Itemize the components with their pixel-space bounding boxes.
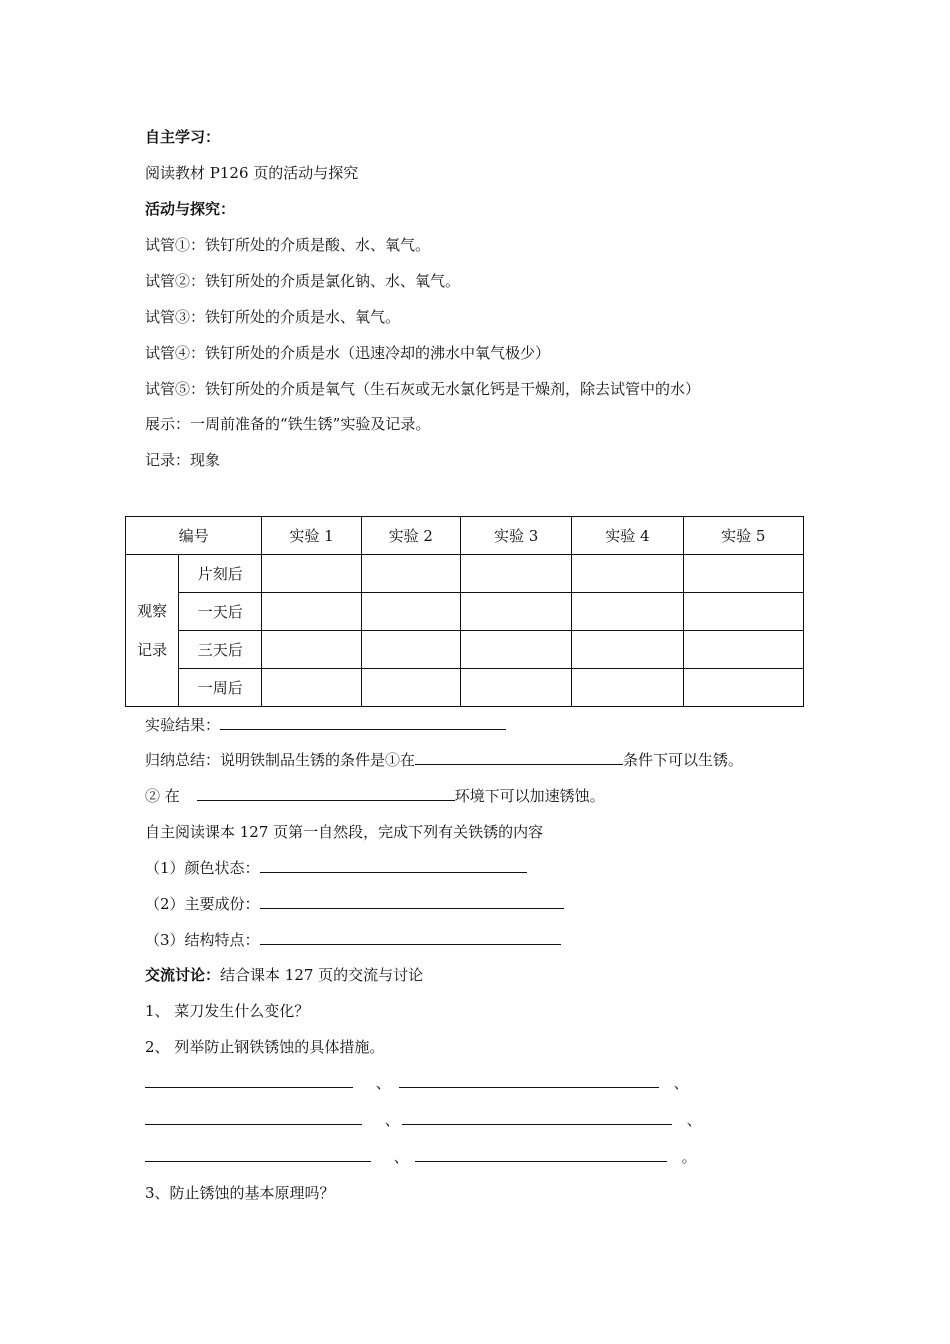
activity-heading: 活动与探究： [145,200,236,218]
measure-blank[interactable] [399,1073,659,1088]
display-note: 展示：一周前准备的“铁生锈”实验及记录。 [145,415,431,433]
result-label: 实验结果： [145,716,221,734]
discussion-heading: 交流讨论： [145,966,221,984]
period: 。 [681,1148,697,1166]
tube-4: 试管④：铁钉所处的介质是水（迅速冷却的沸水中氧气极少） [145,344,551,362]
summary-line2-suffix: 环境下可以加速锈蚀。 [454,787,605,805]
rust-item-label: （3）结构特点： [145,931,260,949]
measures-row-3 [145,1147,697,1167]
table-row [126,593,804,631]
table-cell [262,631,361,669]
measure-blank[interactable] [145,1110,362,1125]
table-row [126,555,804,593]
header-cell: 实验 4 [572,517,683,555]
table-cell [262,669,361,707]
row-label: 一天后 [179,593,262,631]
discussion-line [145,965,423,985]
separator: 、 [384,1111,400,1129]
result-blank[interactable] [220,715,506,730]
self-study-heading: 自主学习： [145,128,221,146]
group-label-line: 观察 [137,601,168,620]
record-label: 记录：现象 [145,451,221,469]
question-2: 2、 列举防止钢铁锈蚀的具体措施。 [145,1038,385,1056]
color-state-blank[interactable] [260,858,527,873]
table-cell [572,555,683,593]
question-3: 3、防止锈蚀的基本原理吗？ [145,1184,335,1202]
measure-blank[interactable] [145,1073,353,1088]
row-label: 一周后 [179,669,262,707]
tube-1: 试管①：铁钉所处的介质是酸、水、氧气。 [145,236,431,254]
table-cell [460,669,571,707]
measures-row-1 [145,1073,689,1093]
table-cell [683,555,803,593]
table-cell [683,593,803,631]
result-line [145,715,506,735]
table-cell [572,669,683,707]
table-cell [361,631,460,669]
row-label: 片刻后 [179,555,262,593]
measure-blank[interactable] [145,1147,371,1162]
tube-5: 试管⑤：铁钉所处的介质是氧气（生石灰或无水氯化钙是干燥剂，除去试管中的水） [145,380,701,398]
table-cell [460,555,571,593]
table-header-row [126,517,804,555]
header-cell: 实验 1 [262,517,361,555]
table-cell [572,631,683,669]
rust-item-label: （2）主要成份： [145,895,260,913]
measure-blank[interactable] [415,1147,667,1162]
summary-line2-prefix: ② 在 [145,787,180,805]
reading-instruction: 阅读教材 P126 页的活动与探究 [145,164,359,182]
table-cell [361,669,460,707]
separator: 、 [393,1148,409,1166]
table-cell [683,631,803,669]
header-cell: 实验 3 [460,517,571,555]
discussion-text: 结合课本 127 页的交流与讨论 [220,966,424,984]
table-cell [361,593,460,631]
group-label-cell [126,555,179,707]
table-cell [262,555,361,593]
measure-blank[interactable] [402,1110,672,1125]
separator: 、 [686,1111,702,1129]
condition-blank-1[interactable] [415,750,623,765]
observation-table [125,516,804,707]
condition-blank-2[interactable] [197,786,455,801]
table-cell [361,555,460,593]
summary-suffix: 条件下可以生锈。 [623,751,744,769]
group-label-line: 记录 [137,640,168,659]
tube-3: 试管③：铁钉所处的介质是水、氧气。 [145,308,401,326]
separator: 、 [673,1074,689,1092]
rust-reading-intro: 自主阅读课本 127 页第一自然段，完成下列有关铁锈的内容 [145,823,544,841]
table-cell [683,669,803,707]
table-cell [572,593,683,631]
question-1: 1、 菜刀发生什么变化？ [145,1002,310,1020]
table-row [126,631,804,669]
measures-row-2 [145,1110,702,1130]
rust-item-1 [145,858,527,878]
row-label: 三天后 [179,631,262,669]
table-row [126,669,804,707]
table-cell [460,593,571,631]
structure-blank[interactable] [260,930,561,945]
summary-line-2 [145,786,605,806]
table-cell [460,631,571,669]
header-cell: 编号 [126,517,262,555]
summary-prefix: 归纳总结：说明铁制品生锈的条件是①在 [145,751,416,769]
rust-item-label: （1）颜色状态： [145,859,260,877]
rust-item-3 [145,930,561,950]
header-cell: 实验 2 [361,517,460,555]
header-cell: 实验 5 [683,517,803,555]
main-component-blank[interactable] [260,894,564,909]
separator: 、 [375,1074,391,1092]
table-cell [262,593,361,631]
rust-item-2 [145,894,564,914]
tube-2: 试管②：铁钉所处的介质是氯化钠、水、氧气。 [145,272,461,290]
summary-line-1 [145,750,743,770]
